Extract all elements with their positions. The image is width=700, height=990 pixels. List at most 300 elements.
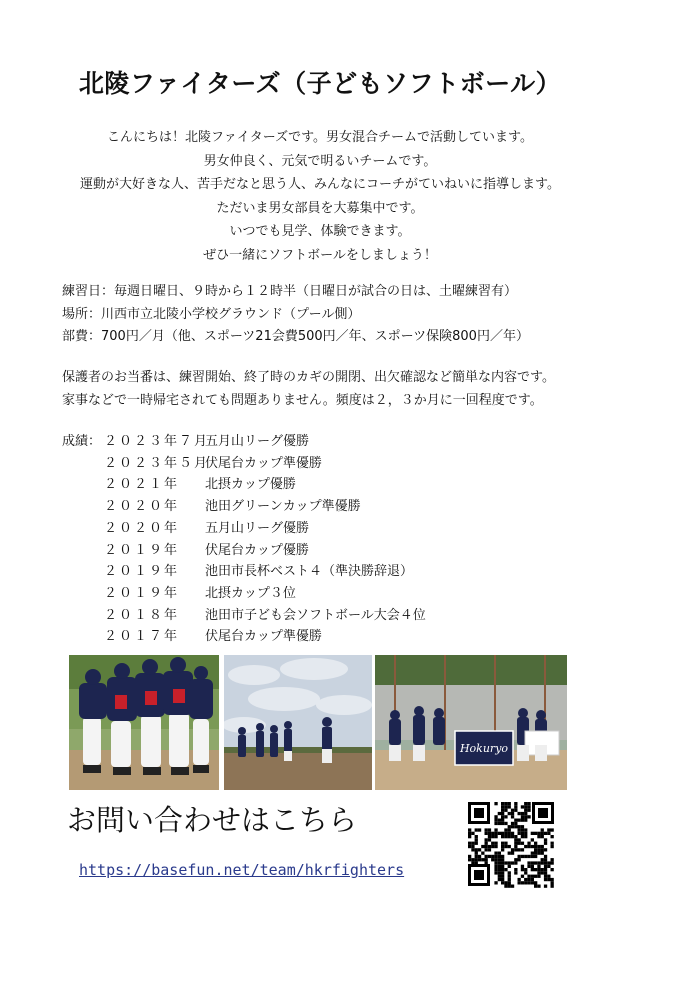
qr-module xyxy=(478,858,481,861)
qr-module xyxy=(491,845,494,848)
team-huddle-photo xyxy=(69,655,219,790)
qr-module xyxy=(514,809,517,812)
qr-module xyxy=(504,881,507,884)
qr-module xyxy=(475,828,478,831)
qr-module xyxy=(544,848,547,851)
qr-module xyxy=(504,802,507,805)
qr-module xyxy=(504,835,507,838)
qr-module xyxy=(494,842,497,845)
qr-module xyxy=(508,852,511,855)
qr-module xyxy=(468,835,471,838)
result-event: 池田グリーンカップ準優勝 xyxy=(205,499,361,515)
result-row xyxy=(62,431,426,453)
result-event: 池田市長杯ベスト４（準決勝辞退） xyxy=(205,564,414,580)
qr-module xyxy=(501,875,504,878)
result-row xyxy=(62,474,426,496)
qr-module xyxy=(468,842,471,845)
result-year: ２０２３年５月 xyxy=(104,455,210,471)
qr-module xyxy=(518,828,521,831)
qr-module xyxy=(514,819,517,822)
qr-module xyxy=(491,858,494,861)
qr-module xyxy=(514,802,517,805)
result-event: 伏尾台カップ準優勝 xyxy=(205,629,322,645)
qr-module xyxy=(551,828,554,831)
qr-module xyxy=(524,828,527,831)
qr-module xyxy=(521,835,524,838)
qr-module xyxy=(524,881,527,884)
qr-module xyxy=(488,838,491,841)
qr-module xyxy=(498,858,501,861)
qr-module xyxy=(491,855,494,858)
qr-module xyxy=(475,858,478,861)
qr-module xyxy=(511,832,514,835)
qr-module xyxy=(521,815,524,818)
qr-module xyxy=(537,835,540,838)
qr-module xyxy=(511,885,514,888)
qr-module xyxy=(534,881,537,884)
field-sky-photo xyxy=(224,655,372,790)
qr-module xyxy=(524,871,527,874)
qr-module xyxy=(524,845,527,848)
qr-module xyxy=(488,848,491,851)
result-year: ２０２１年 xyxy=(104,477,180,493)
qr-module xyxy=(514,842,517,845)
qr-module xyxy=(501,865,504,868)
result-year: ２０１７年 xyxy=(104,629,180,645)
qr-module xyxy=(514,805,517,808)
qr-module xyxy=(514,845,517,848)
qr-module xyxy=(501,819,504,822)
qr-module xyxy=(501,845,504,848)
qr-module xyxy=(544,858,547,861)
qr-module xyxy=(471,845,474,848)
result-row xyxy=(62,626,426,648)
qr-module xyxy=(514,838,517,841)
qr-module xyxy=(488,855,491,858)
qr-module xyxy=(527,815,530,818)
qr-module xyxy=(527,875,530,878)
qr-module xyxy=(544,832,547,835)
result-row xyxy=(62,518,426,540)
qr-module xyxy=(514,848,517,851)
qr-module xyxy=(544,865,547,868)
qr-module xyxy=(514,822,517,825)
qr-module xyxy=(534,861,537,864)
qr-module xyxy=(514,858,517,861)
intro-line: ただいま男女部員を大募集中です。 xyxy=(216,200,424,216)
qr-module xyxy=(518,878,521,881)
qr-module xyxy=(471,848,474,851)
qr-module xyxy=(551,878,554,881)
qr-module xyxy=(527,845,530,848)
qr-module xyxy=(531,878,534,881)
qr-module xyxy=(508,881,511,884)
qr-module xyxy=(514,871,517,874)
qr-module xyxy=(524,855,527,858)
qr-module xyxy=(511,835,514,838)
qr-module xyxy=(531,832,534,835)
qr-module xyxy=(478,855,481,858)
qr-module xyxy=(468,828,471,831)
qr-module xyxy=(494,835,497,838)
qr-module xyxy=(475,838,478,841)
qr-module xyxy=(475,835,478,838)
qr-module xyxy=(518,848,521,851)
qr-module xyxy=(504,842,507,845)
qr-module xyxy=(504,815,507,818)
qr-module xyxy=(501,815,504,818)
practice-schedule: 練習日：毎週日曜日、９時から１２時半（日曜日が試合の日は、土曜練習有） xyxy=(62,284,518,299)
qr-module xyxy=(544,871,547,874)
qr-module xyxy=(475,842,478,845)
intro-paragraph xyxy=(0,126,640,267)
qr-module xyxy=(471,858,474,861)
qr-module xyxy=(471,842,474,845)
qr-module xyxy=(491,835,494,838)
qr-module xyxy=(494,865,497,868)
results-list xyxy=(62,431,426,648)
results-label: 成績： xyxy=(62,434,102,449)
qr-module xyxy=(521,828,524,831)
qr-module xyxy=(501,878,504,881)
page-title: 北陵ファイターズ（子どもソフトボール） xyxy=(78,69,562,98)
qr-module xyxy=(531,881,534,884)
qr-module xyxy=(541,871,544,874)
qr-module xyxy=(504,805,507,808)
qr-module xyxy=(485,832,488,835)
qr-module xyxy=(544,868,547,871)
qr-module xyxy=(551,835,554,838)
qr-module xyxy=(491,832,494,835)
qr-module xyxy=(501,805,504,808)
qr-module xyxy=(485,845,488,848)
qr-module xyxy=(534,842,537,845)
qr-module xyxy=(511,852,514,855)
qr-module xyxy=(527,802,530,805)
qr-module xyxy=(501,835,504,838)
result-year: ２０２０年 xyxy=(104,499,180,515)
qr-module xyxy=(514,861,517,864)
result-row xyxy=(62,496,426,518)
qr-module xyxy=(498,875,501,878)
qr-module xyxy=(541,858,544,861)
qr-module xyxy=(547,832,550,835)
result-event: 北摂カップ優勝 xyxy=(205,477,296,493)
qr-module xyxy=(508,885,511,888)
qr-module xyxy=(475,861,478,864)
qr-module xyxy=(498,852,501,855)
qr-module xyxy=(521,842,524,845)
qr-module xyxy=(501,822,504,825)
qr-module xyxy=(544,855,547,858)
result-event: 伏尾台カップ優勝 xyxy=(205,542,309,558)
qr-module xyxy=(518,842,521,845)
qr-module xyxy=(488,828,491,831)
qr-module xyxy=(485,848,488,851)
qr-module xyxy=(514,868,517,871)
qr-module xyxy=(504,822,507,825)
qr-module xyxy=(504,868,507,871)
guardian-line: 家事などで一時帰宅されても問題ありません。頻度は２，３か月に一回程度です。 xyxy=(62,392,543,408)
qr-module xyxy=(501,809,504,812)
qr-module xyxy=(551,845,554,848)
qr-module xyxy=(504,832,507,835)
qr-module xyxy=(541,835,544,838)
qr-module xyxy=(518,825,521,828)
contact-heading: お問い合わせはこちら xyxy=(67,803,358,837)
qr-module xyxy=(544,885,547,888)
qr-module xyxy=(524,819,527,822)
qr-module xyxy=(541,868,544,871)
qr-module xyxy=(531,845,534,848)
qr-module xyxy=(485,861,488,864)
qr-module xyxy=(498,861,501,864)
qr-module xyxy=(501,802,504,805)
qr-module xyxy=(494,868,497,871)
result-year: ２０２０年 xyxy=(104,520,180,536)
qr-module xyxy=(521,812,524,815)
qr-module xyxy=(518,858,521,861)
qr-module xyxy=(537,871,540,874)
qr-module xyxy=(508,828,511,831)
qr-module xyxy=(478,848,481,851)
qr-module xyxy=(481,858,484,861)
qr-module xyxy=(547,865,550,868)
qr-module xyxy=(501,842,504,845)
qr-module xyxy=(508,871,511,874)
qr-module xyxy=(471,832,474,835)
qr-module xyxy=(498,832,501,835)
qr-module xyxy=(524,802,527,805)
result-row xyxy=(62,561,426,583)
qr-module xyxy=(544,838,547,841)
qr-module xyxy=(547,861,550,864)
qr-module xyxy=(551,861,554,864)
qr-module xyxy=(524,878,527,881)
membership-fee: 部費：700円／月（他、スポーツ21会費500円／年、スポーツ保険800円／年） xyxy=(62,329,529,344)
qr-module xyxy=(494,858,497,861)
qr-module xyxy=(531,861,534,864)
team-banner-photo xyxy=(375,655,567,790)
qr-module xyxy=(521,855,524,858)
qr-module xyxy=(547,828,550,831)
qr-module xyxy=(508,805,511,808)
qr-module xyxy=(537,848,540,851)
qr-module xyxy=(498,855,501,858)
qr-module xyxy=(537,852,540,855)
qr-module xyxy=(511,809,514,812)
qr-module xyxy=(508,875,511,878)
qr-module xyxy=(494,855,497,858)
qr-module xyxy=(534,832,537,835)
qr-module xyxy=(534,885,537,888)
qr-module xyxy=(531,865,534,868)
guardian-duty-info xyxy=(62,367,555,412)
banner-logo-text: Hokuryo xyxy=(459,742,509,755)
qr-module xyxy=(508,802,511,805)
qr-module xyxy=(544,861,547,864)
qr-module xyxy=(518,881,521,884)
intro-line: 運動が大好きな人、苦手だなと思う人、みんなにコーチがていねいに指導します。 xyxy=(80,177,560,192)
qr-module xyxy=(524,809,527,812)
result-year: ２０１８年 xyxy=(104,607,180,623)
qr-module xyxy=(498,822,501,825)
qr-module xyxy=(537,875,540,878)
qr-module xyxy=(468,845,471,848)
qr-module xyxy=(485,828,488,831)
qr-module xyxy=(527,809,530,812)
qr-module xyxy=(468,832,471,835)
qr-module xyxy=(551,842,554,845)
qr-module xyxy=(494,802,497,805)
qr-module xyxy=(471,861,474,864)
qr-module xyxy=(501,861,504,864)
intro-line: こんにちは！北陵ファイターズです。男女混合チームで活動しています。 xyxy=(106,130,533,145)
qr-module xyxy=(521,868,524,871)
qr-module xyxy=(494,881,497,884)
intro-line: いつでも見学、体験できます。 xyxy=(229,224,411,239)
qr-module xyxy=(488,845,491,848)
result-row xyxy=(62,453,426,475)
qr-module xyxy=(527,842,530,845)
qr-module xyxy=(501,881,504,884)
qr-module xyxy=(524,815,527,818)
qr-module xyxy=(521,805,524,808)
qr-code[interactable] xyxy=(466,800,556,888)
qr-module xyxy=(514,825,517,828)
qr-module xyxy=(527,855,530,858)
result-row xyxy=(62,605,426,627)
qr-module xyxy=(527,878,530,881)
qr-module xyxy=(488,832,491,835)
qr-module xyxy=(534,868,537,871)
qr-module xyxy=(537,865,540,868)
qr-module xyxy=(518,812,521,815)
qr-module xyxy=(551,885,554,888)
qr-module xyxy=(494,815,497,818)
practice-info xyxy=(62,281,529,349)
qr-module xyxy=(537,868,540,871)
qr-module xyxy=(534,855,537,858)
qr-module xyxy=(534,845,537,848)
practice-place: 場所：川西市立北陵小学校グラウンド（プール側） xyxy=(62,306,361,322)
qr-module xyxy=(508,865,511,868)
qr-module xyxy=(501,832,504,835)
qr-module xyxy=(494,871,497,874)
qr-module xyxy=(501,855,504,858)
qr-module xyxy=(511,825,514,828)
qr-module xyxy=(488,835,491,838)
qr-module xyxy=(494,828,497,831)
qr-module xyxy=(501,848,504,851)
qr-module xyxy=(485,842,488,845)
qr-module xyxy=(518,819,521,822)
result-event: 伏尾台カップ準優勝 xyxy=(205,455,322,471)
qr-module xyxy=(481,852,484,855)
qr-module xyxy=(524,835,527,838)
qr-module xyxy=(478,828,481,831)
qr-module xyxy=(521,819,524,822)
result-event: 五月山リーグ優勝 xyxy=(205,520,310,536)
qr-module xyxy=(508,845,511,848)
qr-module xyxy=(541,848,544,851)
qr-module xyxy=(498,871,501,874)
qr-module xyxy=(527,865,530,868)
qr-module xyxy=(494,852,497,855)
qr-module xyxy=(491,842,494,845)
qr-module xyxy=(541,845,544,848)
qr-module xyxy=(485,838,488,841)
qr-module xyxy=(508,812,511,815)
qr-module xyxy=(531,875,534,878)
result-year: ２０１９年 xyxy=(104,564,180,580)
qr-module xyxy=(504,885,507,888)
qr-module xyxy=(518,838,521,841)
qr-module xyxy=(518,832,521,835)
qr-module xyxy=(508,878,511,881)
qr-module xyxy=(518,855,521,858)
qr-module xyxy=(547,878,550,881)
qr-module xyxy=(508,861,511,864)
qr-module xyxy=(498,878,501,881)
qr-module xyxy=(498,819,501,822)
qr-module xyxy=(501,812,504,815)
qr-module xyxy=(485,855,488,858)
qr-module xyxy=(501,868,504,871)
qr-module xyxy=(494,819,497,822)
qr-module xyxy=(504,809,507,812)
qr-module xyxy=(508,835,511,838)
qr-module xyxy=(524,805,527,808)
qr-module xyxy=(504,861,507,864)
qr-module xyxy=(498,868,501,871)
qr-module xyxy=(494,845,497,848)
qr-module xyxy=(498,812,501,815)
result-event: 池田市子ども会ソフトボール大会４位 xyxy=(205,607,426,623)
qr-module xyxy=(544,878,547,881)
qr-module xyxy=(504,828,507,831)
qr-module xyxy=(551,881,554,884)
qr-module xyxy=(541,832,544,835)
result-row xyxy=(62,540,426,562)
qr-module xyxy=(494,822,497,825)
qr-module xyxy=(511,812,514,815)
qr-module xyxy=(544,842,547,845)
qr-module xyxy=(547,875,550,878)
qr-module xyxy=(511,848,514,851)
qr-module xyxy=(527,861,530,864)
qr-module xyxy=(501,858,504,861)
qr-module xyxy=(541,861,544,864)
qr-module xyxy=(531,855,534,858)
qr-module xyxy=(501,871,504,874)
intro-line: ぜひ一緒にソフトボールをしましょう！ xyxy=(203,247,437,263)
qr-module xyxy=(475,855,478,858)
qr-module xyxy=(504,845,507,848)
qr-module xyxy=(511,815,514,818)
contact-link[interactable]: https://basefun.net/team/hkrfighters xyxy=(79,861,405,879)
qr-module xyxy=(531,868,534,871)
qr-module xyxy=(544,875,547,878)
qr-module xyxy=(521,881,524,884)
result-year: ２０２３年７月 xyxy=(104,434,210,449)
intro-line: 男女仲良く、元気で明るいチームです。 xyxy=(203,153,437,169)
qr-module xyxy=(521,865,524,868)
result-event: 五月山リーグ優勝 xyxy=(205,434,310,449)
qr-module xyxy=(494,861,497,864)
qr-module xyxy=(514,835,517,838)
qr-module xyxy=(485,858,488,861)
